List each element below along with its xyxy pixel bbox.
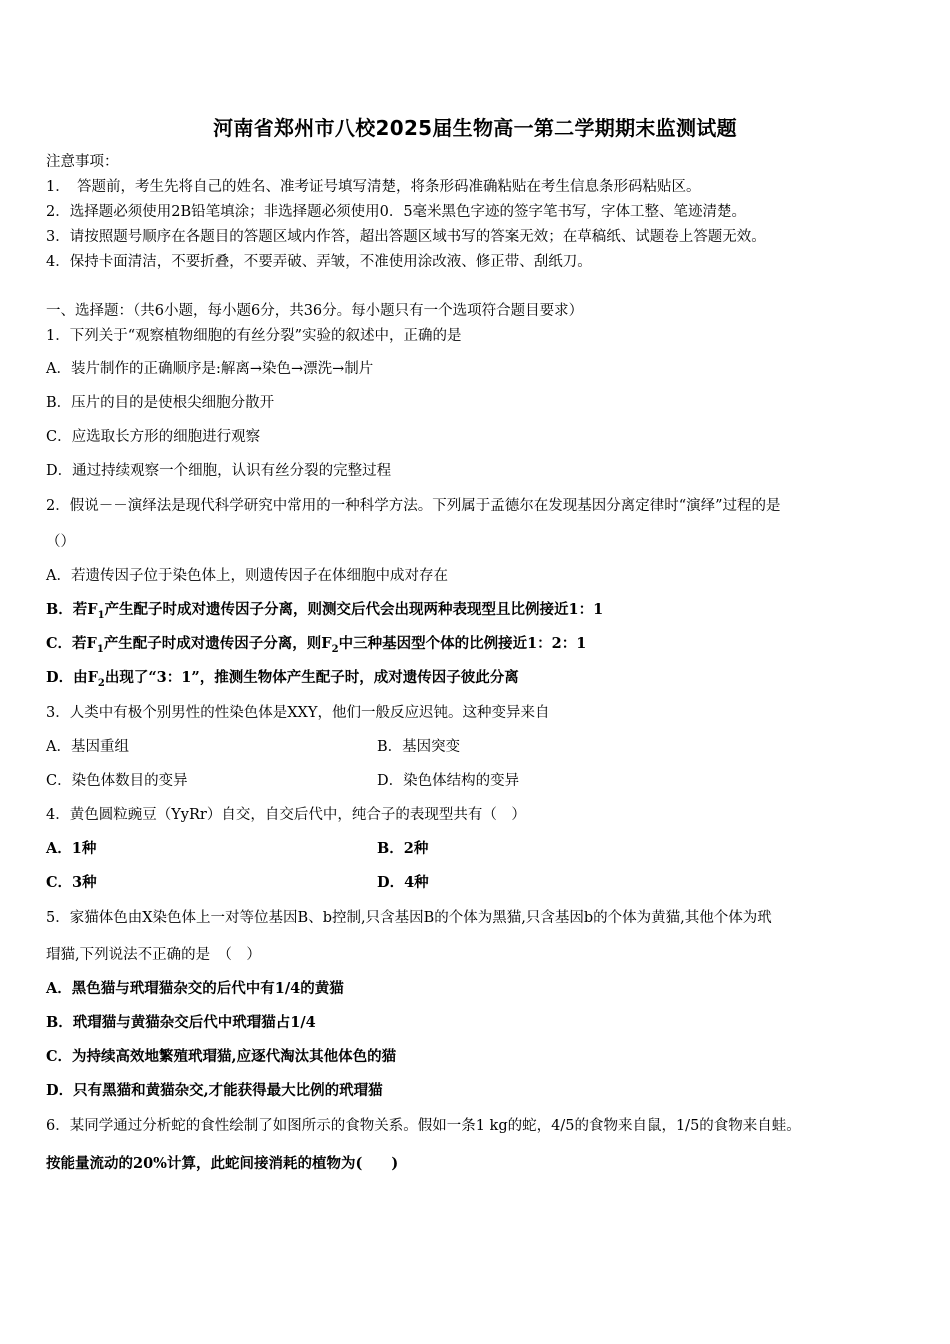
q3-option-d: D．染色体结构的变异 [377, 773, 520, 789]
q2-b-post: 产生配子时成对遗传因子分离，则测交后代会出现两种表现型且比例接近1：1 [104, 601, 604, 618]
q4-option-d: D．4种 [377, 874, 429, 891]
q2-d-pre: D．由F [46, 669, 98, 686]
q2-option-a: A．若遗传因子位于染色体上，则遗传因子在体细胞中成对存在 [46, 568, 448, 584]
question-6-stem-cont: 按能量流动的20%计算，此蛇间接消耗的植物为( ) [46, 1155, 399, 1172]
q1-option-d: D．通过持续观察一个细胞，认识有丝分裂的完整过程 [46, 463, 392, 479]
q4-option-c: C．3种 [46, 874, 97, 891]
question-3-stem: 3．人类中有极个别男性的性染色体是XXY，他们一般反应迟钝。这种变异来自 [46, 705, 550, 721]
q2-c-mid: 产生配子时成对遗传因子分离，则F [103, 635, 332, 652]
question-4-stem: 4．黄色圆粒豌豆（YyRr）自交，自交后代中，纯合子的表现型共有（ ） [46, 807, 526, 823]
question-5-stem-cont: 瑁猫,下列说法不正确的是 （ ） [46, 947, 261, 963]
q2-c-sub2: 2 [331, 643, 339, 655]
question-2-stem-cont: （） [46, 534, 75, 550]
q2-c-post: 中三种基因型个体的比例接近1：2：1 [338, 635, 587, 652]
q3-option-b: B．基因突变 [377, 739, 461, 755]
q2-c-pre: C．若F [46, 635, 97, 652]
q3-option-a: A．基因重组 [46, 739, 129, 755]
q5-option-c: C．为持续高效地繁殖玳瑁猫,应逐代淘汰其他体色的猫 [46, 1048, 397, 1065]
q5-option-a: A．黑色猫与玳瑁猫杂交的后代中有1/4的黄猫 [46, 980, 344, 997]
q2-b-sub: 1 [97, 609, 105, 621]
q5-option-b: B．玳瑁猫与黄猫杂交后代中玳瑁猫占1/4 [46, 1014, 316, 1031]
q1-option-a: A．装片制作的正确顺序是:解离→染色→漂洗→制片 [46, 361, 374, 377]
notice-item-4: 4．保持卡面清洁，不要折叠，不要弄破、弄皱，不准使用涂改液、修正带、刮纸刀。 [46, 254, 592, 270]
question-6-stem: 6．某同学通过分析蛇的食性绘制了如图所示的食物关系。假如一条1 kg的蛇，4/5的食物来自鼠，1/5的食物来自蛙。 [46, 1118, 801, 1134]
q1-option-b: B．压片的目的是使根尖细胞分散开 [46, 395, 275, 411]
q5-option-d: D．只有黑猫和黄猫杂交,才能获得最大比例的玳瑁猫 [46, 1082, 383, 1099]
question-1-stem: 1．下列关于“观察植物细胞的有丝分裂”实验的叙述中，正确的是 [46, 328, 462, 344]
section-heading: 一、选择题：（共6小题，每小题6分，共36分。每小题只有一个选项符合题目要求） [46, 303, 584, 319]
notice-item-2: 2．选择题必须使用2B铅笔填涂；非选择题必须使用0．5毫米黑色字迹的签字笔书写，字体工整、笔迹清楚。 [46, 204, 747, 220]
q2-d-sub: 2 [97, 677, 105, 689]
q2-c-sub: 1 [96, 643, 104, 655]
notice-heading: 注意事项： [46, 154, 119, 170]
question-5-stem: 5．家猫体色由X染色体上一对等位基因B、b控制,只含基因B的个体为黑猫,只含基因b的个体为黄猫,其他个体为玳 [46, 910, 772, 926]
question-2-stem: 2．假说－－演绎法是现代科学研究中常用的一种科学方法。下列属于孟德尔在发现基因分离定律时“演绎”过程的是 [46, 498, 781, 514]
page-title: 河南省郑州市八校2025届生物高一第二学期期末监测试题 [213, 116, 737, 140]
q1-option-c: C．应选取长方形的细胞进行观察 [46, 429, 261, 445]
notice-item-3: 3．请按照题号顺序在各题目的答题区域内作答，超出答题区域书写的答案无效；在草稿纸、试题卷上答题无效。 [46, 229, 766, 245]
q4-option-a: A．1种 [46, 840, 97, 857]
q3-option-c: C．染色体数目的变异 [46, 773, 188, 789]
q2-b-pre: B．若F [46, 601, 98, 618]
q2-option-d [46, 668, 519, 694]
q4-option-b: B．2种 [377, 840, 429, 857]
q2-option-c [46, 634, 586, 660]
notice-item-1: 1． 答题前，考生先将自己的姓名、准考证号填写清楚，将条形码准确粘贴在考生信息条形码粘贴区。 [46, 179, 701, 195]
q2-option-b [46, 600, 603, 626]
q2-d-post: 出现了“3：1”，推测生物体产生配子时，成对遗传因子彼此分离 [104, 669, 519, 686]
